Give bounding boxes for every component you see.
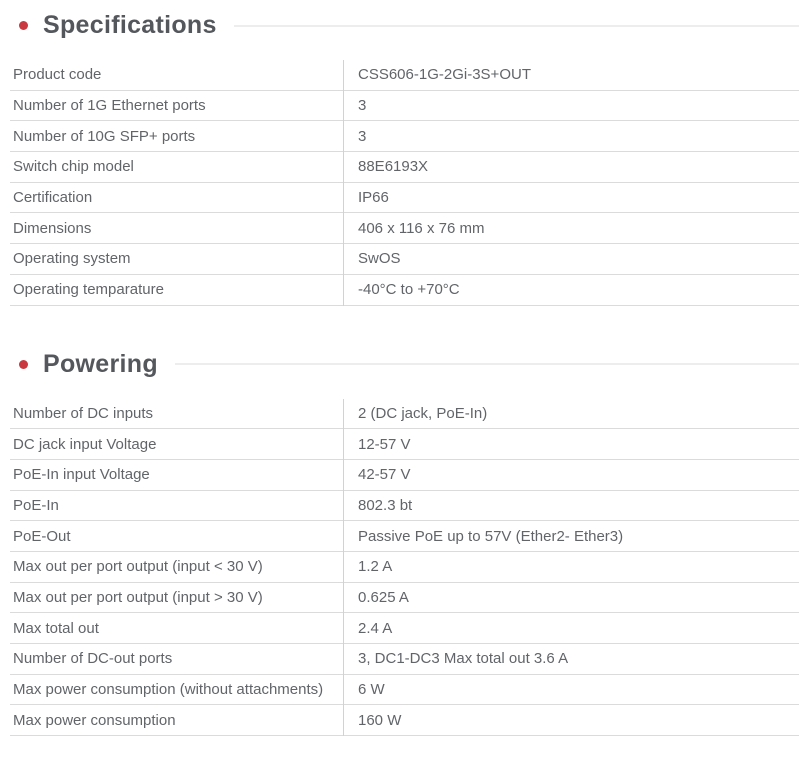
powering-table	[10, 399, 799, 737]
spec-label: Max total out	[13, 619, 99, 637]
table-row	[10, 521, 799, 552]
table-row	[10, 152, 799, 183]
spec-label: Number of 1G Ethernet ports	[13, 97, 206, 115]
spec-value: 802.3 bt	[358, 496, 413, 514]
spec-value: 2.4 A	[358, 619, 393, 637]
section-title: Powering	[43, 349, 158, 378]
table-row	[10, 183, 799, 214]
spec-label: Number of DC inputs	[13, 404, 154, 422]
spec-value: IP66	[358, 189, 389, 207]
section-title: Specifications	[43, 11, 217, 39]
table-row	[10, 583, 799, 614]
red-bullet-icon	[19, 360, 28, 369]
table-column-divider	[343, 399, 344, 737]
table-row	[10, 429, 799, 460]
spec-label: PoE-In	[13, 496, 59, 514]
table-row	[10, 275, 799, 306]
spec-value: 406 x 116 x 76 mm	[358, 219, 485, 237]
header-rule	[175, 363, 799, 365]
spec-label: Max out per port output (input < 30 V)	[13, 558, 263, 576]
table-row	[10, 60, 799, 91]
table-row	[10, 244, 799, 275]
table-row	[10, 675, 799, 706]
spec-label: Switch chip model	[13, 158, 134, 176]
table-row	[10, 705, 799, 736]
table-column-divider	[343, 60, 344, 306]
spec-label: Product code	[13, 66, 102, 84]
specifications-table	[10, 60, 799, 306]
section-powering	[0, 350, 799, 737]
spec-label: Number of 10G SFP+ ports	[13, 127, 196, 145]
spec-value: 160 W	[358, 711, 402, 729]
spec-value: 0.625 A	[358, 588, 409, 606]
spec-value: Passive PoE up to 57V (Ether2- Ether3)	[358, 527, 624, 545]
spec-value: 3	[358, 97, 367, 115]
spec-label: Operating temparature	[13, 281, 164, 299]
spec-label: Max out per port output (input > 30 V)	[13, 588, 263, 606]
red-bullet-icon	[19, 21, 28, 30]
spec-value: 2 (DC jack, PoE-In)	[358, 404, 488, 422]
spec-value: CSS606-1G-2Gi-3S+OUT	[358, 66, 531, 84]
table-row	[10, 91, 799, 122]
spec-value: 88E6193X	[358, 158, 429, 176]
spec-label: Max power consumption	[13, 711, 176, 729]
table-row	[10, 399, 799, 430]
table-row	[10, 644, 799, 675]
section-header-powering	[0, 350, 799, 379]
spec-label: DC jack input Voltage	[13, 435, 157, 453]
spec-label: Certification	[13, 189, 93, 207]
section-header-specifications	[0, 0, 799, 40]
spec-value: -40°C to +70°C	[358, 281, 460, 299]
spec-value: 3	[358, 127, 367, 145]
table-row	[10, 460, 799, 491]
spec-label: PoE-Out	[13, 527, 71, 545]
section-specifications	[0, 0, 799, 306]
spec-value: 6 W	[358, 681, 385, 699]
table-row	[10, 213, 799, 244]
spec-value: 3, DC1-DC3 Max total out 3.6 A	[358, 650, 569, 668]
spec-label: Dimensions	[13, 219, 92, 237]
table-row	[10, 552, 799, 583]
spec-label: Operating system	[13, 250, 131, 268]
table-row	[10, 491, 799, 522]
spec-value: SwOS	[358, 250, 401, 268]
spec-value: 12-57 V	[358, 435, 411, 453]
table-row	[10, 121, 799, 152]
header-rule	[234, 25, 799, 27]
spec-label: PoE-In input Voltage	[13, 466, 150, 484]
table-row	[10, 613, 799, 644]
spec-value: 1.2 A	[358, 558, 393, 576]
spec-value: 42-57 V	[358, 466, 411, 484]
spec-label: Max power consumption (without attachments)	[13, 681, 324, 699]
spec-label: Number of DC-out ports	[13, 650, 173, 668]
